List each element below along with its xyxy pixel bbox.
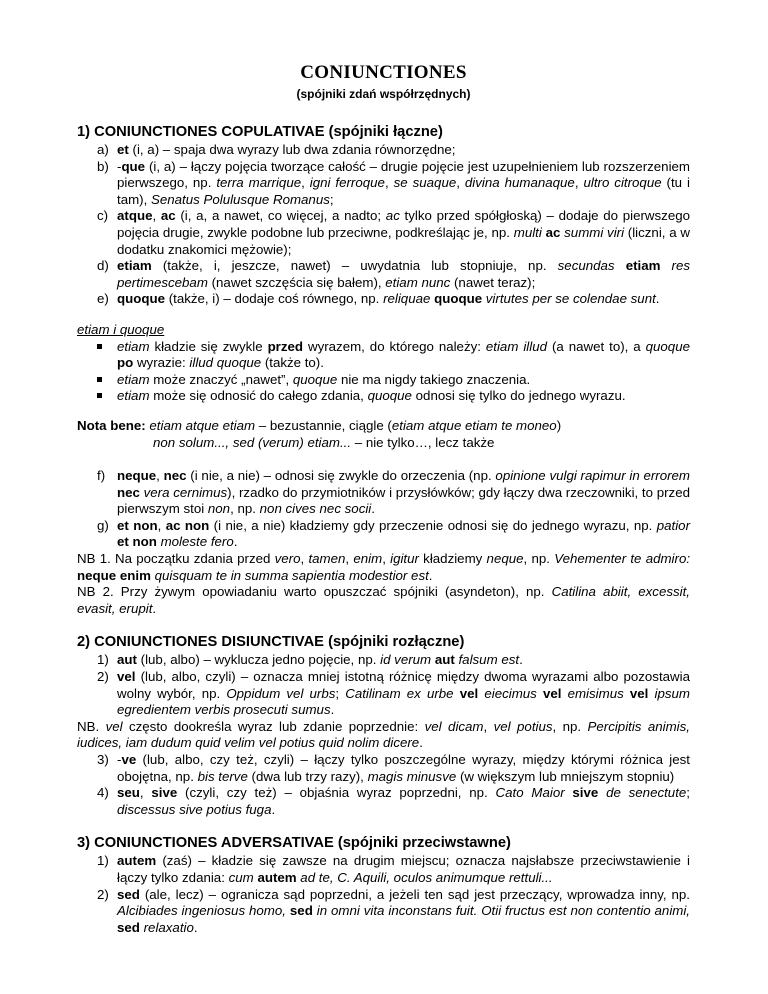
text-run: , xyxy=(156,468,164,484)
italic-example: se suaque xyxy=(393,175,457,191)
text-run: (i, a) – łączy pojęcia tworzące całość – drugie pojęcie jest uzupełnieniem lub rozszerzeniem pierwszego, np. xyxy=(117,158,690,191)
italic-example: etiam nunc xyxy=(385,274,451,290)
bold-term: autem xyxy=(117,853,157,869)
text-run: ), rzadko do przymiotników i przysłówków; gdy łączy dwa rzeczowniki, to przed pierwszym stoi xyxy=(117,484,690,517)
bold-term: et non xyxy=(117,534,157,550)
bold-term: neque xyxy=(117,468,157,484)
list-item xyxy=(77,652,690,669)
text-run: , xyxy=(384,175,394,191)
bold-term: neque enim xyxy=(77,567,151,583)
text-run: , np. xyxy=(523,551,555,567)
italic-example: vero xyxy=(274,551,301,567)
text-run: , xyxy=(483,718,494,734)
bold-term: autem xyxy=(257,869,297,885)
italic-example: Senatus Polulusque Romanus xyxy=(150,191,330,207)
italic-example: ac xyxy=(385,208,400,224)
italic-example: moleste fero xyxy=(156,534,234,550)
text-run: , xyxy=(382,551,391,567)
italic-example: summi viri xyxy=(560,224,625,240)
text-run: . xyxy=(271,801,276,817)
section-list xyxy=(77,468,690,551)
italic-example: divina humanaque xyxy=(464,175,575,191)
bold-term: quoque xyxy=(117,291,166,307)
text-run: (ale, lecz) – ogranicza sąd poprzedni, a jeżeli ten sąd jest przeczący, wprowadza inny, np. xyxy=(139,886,690,902)
list-marker: 1) xyxy=(97,652,109,668)
list-marker: 4) xyxy=(97,785,109,801)
list-item xyxy=(77,853,690,886)
text-run: (lub, albo, czy też, czyli) – łączy tylko poszczególne wyrazy, między którymi różnica jest obojętna, np. xyxy=(117,752,690,784)
text-run: , xyxy=(301,175,310,191)
text-run: , xyxy=(300,551,309,567)
italic-example: eiecimus xyxy=(478,685,543,701)
text-run: NB. xyxy=(77,718,106,734)
section-list xyxy=(77,853,690,936)
text-run: . xyxy=(371,501,375,517)
bold-term: ve xyxy=(121,752,137,767)
text-run: kładziemy xyxy=(418,551,487,567)
nota-line xyxy=(77,418,690,435)
italic-example: igitur xyxy=(390,551,419,567)
text-run: (także, i, jeszcze, nawet) – uwydatnia lub stopniuje, np. xyxy=(151,258,558,274)
bold-term: que xyxy=(121,158,146,174)
text-run: . xyxy=(519,652,523,668)
text-run: wyrazie: xyxy=(133,355,190,371)
text-run: , xyxy=(157,517,166,533)
text-run: , np. xyxy=(552,718,588,734)
text-run: NB 1. Na początku zdania przed xyxy=(77,551,275,567)
italic-example: vel dicam xyxy=(424,718,484,734)
text-run: (i, a, a nawet, co więcej, a nadto; xyxy=(175,208,386,224)
italic-example: reliquae xyxy=(383,291,435,307)
list-item xyxy=(77,669,690,719)
italic-example: discessus sive potius fuga xyxy=(117,801,272,817)
list-item xyxy=(77,142,690,159)
italic-example: vera cernimus xyxy=(139,484,228,500)
italic-example: falsum est xyxy=(454,652,520,668)
italic-example: Catilina abiit, excessit, evasit, erupit xyxy=(77,584,690,616)
list-item xyxy=(77,208,690,258)
text-run: (nawet szczęścia się bałem), xyxy=(207,274,386,290)
italic-example: emisimus xyxy=(561,685,630,701)
bold-term: sed xyxy=(117,886,140,902)
list-marker: 3) xyxy=(97,752,109,767)
section-list xyxy=(77,652,690,718)
bold-term: sed xyxy=(117,919,140,935)
text-run: . xyxy=(428,567,433,583)
list-marker: 1) xyxy=(97,853,109,869)
list-marker: c) xyxy=(97,208,109,224)
text-run: . xyxy=(330,702,335,718)
italic-example: in omni vita inconstans fuit. Otii fructus est non contentio animi, xyxy=(312,903,690,919)
italic-example: illud quoque xyxy=(189,355,262,371)
bold-term: vel xyxy=(629,685,649,701)
list-item xyxy=(77,518,690,551)
nb-note xyxy=(77,719,690,752)
section-disiunctivae xyxy=(77,633,690,818)
list-item xyxy=(77,159,690,209)
italic-example: patior xyxy=(656,517,690,533)
text-run: tylko przed spółgłoską) – dodaje do pierwszego pojęcia drugie, zwykle podobne lub przeciwne, podkreślając je, np. xyxy=(117,208,690,240)
italic-example: non solum..., sed (verum) etiam... xyxy=(153,434,352,450)
text-run: (i nie, a nie) – odnosi się zwykle do orzeczenia (np. xyxy=(186,468,496,484)
bold-term: etiam xyxy=(117,258,152,274)
bold-term: sive xyxy=(151,785,178,801)
bold-term: vel xyxy=(117,669,136,685)
text-run: , xyxy=(152,208,161,224)
italic-example: etiam illud xyxy=(485,338,547,354)
italic-example: etiam atque etiam te moneo xyxy=(391,417,557,433)
text-run: (lub, albo) – wyklucza jedno pojęcie, np. xyxy=(136,652,381,668)
section-heading: 1) CONIUNCTIONES COPULATIVAE (spójniki łączne) xyxy=(77,124,443,140)
text-run: nie ma nigdy takiego znaczenia. xyxy=(337,371,531,387)
bold-term: nec xyxy=(163,468,187,484)
italic-example: igni ferroque xyxy=(309,175,385,191)
italic-example: vel potius xyxy=(493,718,553,734)
section-copulativae xyxy=(77,123,690,308)
text-run: (tu i tam), xyxy=(117,175,690,207)
square-bullet-icon xyxy=(97,393,102,398)
italic-example: secundas xyxy=(557,258,626,274)
bold-term: quoque xyxy=(434,291,483,307)
italic-example: virtutes per se colendae sunt xyxy=(482,291,656,307)
text-run: odnosi się tylko do jednego wyrazu. xyxy=(411,388,626,404)
section-list xyxy=(77,752,690,818)
italic-example: cum xyxy=(228,869,258,885)
text-run: (czyli, czy też) – objaśnia wyraz poprzedni, np. xyxy=(177,785,496,801)
bold-term: atque xyxy=(117,208,153,224)
italic-example: non cives nec socii xyxy=(259,501,372,517)
italic-example: Cato Maior xyxy=(495,785,573,801)
italic-example: opinione vulgi rapimur in errorem xyxy=(495,468,691,484)
text-run: . xyxy=(655,291,660,307)
bold-term: ac xyxy=(545,224,561,240)
bold-term: ac xyxy=(160,208,176,224)
italic-example: id verum xyxy=(380,652,435,668)
list-item xyxy=(77,291,690,308)
italic-example: etiam xyxy=(117,371,150,387)
bold-term: vel xyxy=(542,685,562,701)
section-adversativae xyxy=(77,834,690,936)
text-run: (lub, albo, czyli) – oznacza mniej istotną różnicę między dwoma wyrazami albo pozostawia wolny wybór, np. xyxy=(117,669,690,701)
italic-example: magis minusve xyxy=(367,768,457,784)
section-heading: 3) CONIUNCTIONES ADVERSATIVAE (spójniki przeciwstawne) xyxy=(77,835,511,852)
italic-example: etiam atque etiam xyxy=(149,417,256,433)
list-marker: b) xyxy=(97,158,109,174)
bold-term: aut xyxy=(117,652,137,668)
italic-example: ultro citroque xyxy=(583,175,662,191)
list-marker: 2) xyxy=(97,886,109,902)
text-run: (w większym lub mniejszym stopniu) xyxy=(456,768,675,784)
italic-example: terra marrique xyxy=(216,175,302,191)
italic-example: etiam xyxy=(117,338,150,354)
text-run: (nawet teraz); xyxy=(450,274,536,290)
text-run: , xyxy=(345,551,354,567)
bold-term: seu xyxy=(117,785,140,801)
italic-example: tamen xyxy=(308,551,346,567)
list-marker: g) xyxy=(97,517,109,533)
italic-example: multi xyxy=(513,224,546,240)
bold-term: etiam xyxy=(625,258,661,274)
text-run: - xyxy=(117,752,122,767)
bold-term: sive xyxy=(572,785,599,801)
italic-example: Oppidum vel urbs xyxy=(226,685,336,701)
text-run: (i, a) – spaja dwa wyrazy lub dwa zdania równorzędne; xyxy=(128,142,456,157)
text-run: ; xyxy=(335,685,346,701)
italic-example: Percipitis animis, iudices, iam dudum quid velim vel potius quid nolim dicere xyxy=(77,718,690,751)
etiam-quoque-heading: etiam i quoque xyxy=(77,321,165,337)
bullet-item xyxy=(77,372,690,389)
nb-note xyxy=(77,551,690,584)
italic-example: relaxatio xyxy=(139,919,194,935)
square-bullet-icon xyxy=(97,344,102,349)
section-heading: 2) CONIUNCTIONES DISIUNCTIVAE (spójniki rozłączne) xyxy=(77,634,465,651)
italic-example: bis terve xyxy=(197,768,248,784)
text-run: ) xyxy=(556,417,562,433)
italic-example: etiam xyxy=(117,388,150,404)
italic-example: neque xyxy=(486,551,524,567)
nota-line xyxy=(77,435,690,452)
page-subtitle: (spójniki zdań współrzędnych) xyxy=(296,87,471,101)
bold-term: Nota bene: xyxy=(77,417,150,433)
text-run: (także to). xyxy=(261,355,324,371)
italic-example: ad te, C. Aquili, oculos animumque rettuli... xyxy=(296,869,553,885)
text-run: często dookreśla wyraz lub zdanie poprzednie: xyxy=(122,718,425,734)
text-run: . xyxy=(419,735,423,751)
text-run: (liczni, a w dodatku znakomici mężowie); xyxy=(117,224,690,257)
list-marker: f) xyxy=(97,468,106,484)
italic-example: quoque xyxy=(367,388,412,404)
etiam-quoque-bullets xyxy=(77,339,690,405)
bold-term: vel xyxy=(459,685,479,701)
bold-term: aut xyxy=(434,652,455,668)
text-run: (zaś) – kładzie się zawsze na drugim miejscu; oznacza najsłabsze przeciwstawienie i łączy tylko zdania: xyxy=(117,853,690,885)
list-item xyxy=(77,468,690,518)
italic-example: enim xyxy=(353,551,383,567)
text-run: , xyxy=(574,175,584,191)
bold-term: ac non xyxy=(165,517,210,533)
text-run: , xyxy=(139,785,152,801)
italic-example: ipsum egredientem verbis prosecuti sumus xyxy=(117,685,690,718)
bold-term: et non xyxy=(117,517,158,533)
list-marker: e) xyxy=(97,291,109,307)
text-run: - xyxy=(117,158,122,174)
section-list xyxy=(77,142,690,308)
page-title: CONIUNCTIONES xyxy=(300,62,467,83)
text-run: może znaczyć „nawet”, xyxy=(149,371,293,387)
list-marker: a) xyxy=(97,142,109,157)
text-run: NB 2. Przy żywym opowiadaniu warto opuszczać spójniki (asyndeton), np. xyxy=(77,584,552,600)
italic-example: quisquam te in summa sapientia modestior est xyxy=(150,567,429,583)
text-run: . xyxy=(152,600,157,616)
bold-term: sed xyxy=(289,903,313,919)
italic-example: quoque xyxy=(292,371,338,387)
bold-term: po xyxy=(117,355,134,371)
italic-example: Catilinam ex urbe xyxy=(345,685,460,701)
nota-bene xyxy=(77,418,690,451)
text-run: . xyxy=(233,534,238,550)
text-run: – bezustannie, ciągle ( xyxy=(255,417,392,433)
text-run: (dwa lub trzy razy), xyxy=(247,768,368,784)
italic-example: quoque xyxy=(645,338,690,354)
text-run: . xyxy=(193,919,198,935)
italic-example: res pertimescebam xyxy=(117,258,691,290)
text-run: , xyxy=(456,175,465,191)
list-item xyxy=(77,752,690,785)
text-run: kładzie się zwykle xyxy=(149,338,268,354)
list-item xyxy=(77,887,690,937)
bullet-item xyxy=(77,339,690,372)
text-run: ; xyxy=(329,191,334,207)
italic-example: non xyxy=(207,501,231,517)
text-run: wyrazem, do którego należy: xyxy=(303,338,486,354)
list-marker: 2) xyxy=(97,669,109,685)
bold-term: et xyxy=(117,142,129,157)
square-bullet-icon xyxy=(97,377,102,382)
text-run: (a nawet to), a xyxy=(547,338,646,354)
text-run: (także, i) – dodaje coś równego, np. xyxy=(165,291,384,307)
text-run: , np. xyxy=(230,501,260,517)
list-item xyxy=(77,785,690,818)
italic-example: vel xyxy=(105,718,123,734)
bold-term: nec xyxy=(117,484,140,500)
bold-term: przed xyxy=(267,338,304,354)
italic-example: Vehementer te admiro: xyxy=(554,551,691,567)
text-run: (i nie, a nie) kładziemy gdy przeczenie odnosi się do jednego wyrazu, np. xyxy=(209,517,657,533)
text-run: ; xyxy=(686,785,690,801)
text-run: – nie tylko…, lecz także xyxy=(351,434,495,450)
nb-note xyxy=(77,584,690,617)
italic-example: de senectute xyxy=(598,785,687,801)
bullet-item xyxy=(77,388,690,405)
list-marker: d) xyxy=(97,258,109,274)
italic-example: Alcibiades ingeniosus homo, xyxy=(117,903,290,919)
list-item xyxy=(77,258,690,291)
text-run: może się odnosić do całego zdania, xyxy=(149,388,368,404)
